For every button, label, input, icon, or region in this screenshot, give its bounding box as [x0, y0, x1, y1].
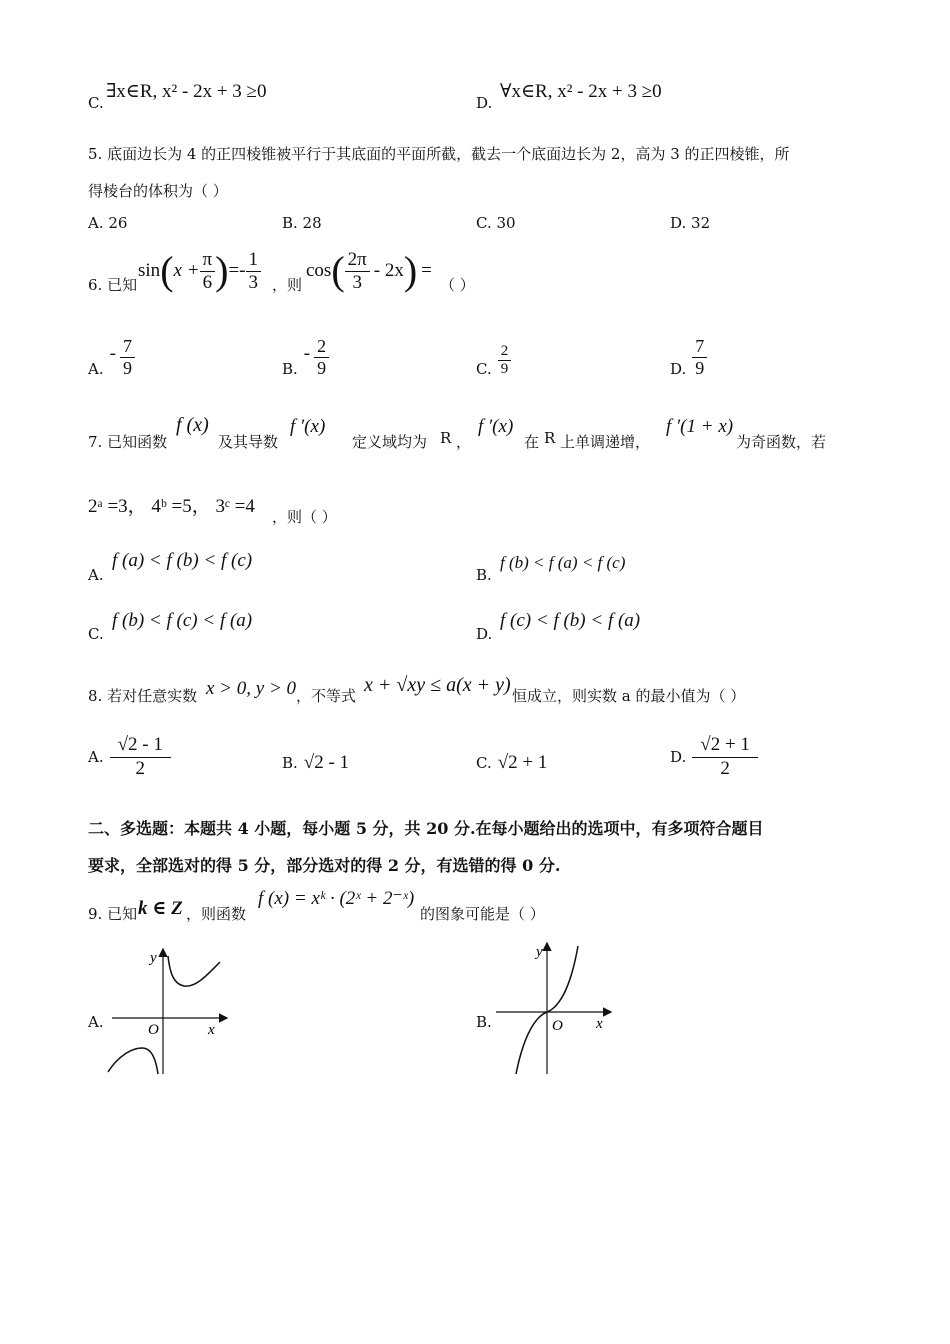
q8-option-a-den: 2: [135, 758, 145, 779]
q6-minus-2x: - 2x: [373, 260, 404, 281]
q6-sin: sin: [138, 260, 161, 281]
q7-conditions: 2ᵃ =3， 4ᵇ =5， 3ᶜ =4: [88, 496, 255, 517]
q6-two-pi: 2π: [345, 250, 370, 272]
q6-option-a-frac: [120, 337, 135, 378]
q6-eq: =-: [228, 260, 246, 281]
q8-prefix: 8. 若对任意实数: [88, 687, 198, 705]
q7-option-b-expr: f (b) < f (a) < f (c): [500, 553, 626, 572]
q9-b-y-label: y: [536, 944, 543, 960]
q6-three2: 3: [352, 271, 362, 293]
q7-fpx: f ′(x): [290, 416, 326, 437]
q9-a-origin-label: O: [148, 1022, 159, 1038]
q8-option-a-label: A.: [88, 748, 104, 766]
q8-option-c-label: C.: [476, 754, 492, 772]
q6-option-c-den: 9: [500, 361, 509, 378]
q6-target-expression: [306, 246, 432, 296]
q6-option-c: [476, 330, 511, 378]
q5-stem-line2: 得棱台的体积为（ ）: [88, 182, 228, 200]
q6-then: ，则: [272, 276, 303, 294]
q7-option-b-label: B.: [476, 566, 492, 584]
q6-pi-over-6: [200, 250, 216, 293]
q9-a-x-label: x: [208, 1022, 215, 1038]
q6-option-a-label: A.: [88, 360, 104, 378]
q8-option-a-num: √2 - 1: [110, 735, 171, 758]
q8-suffix: 恒成立，则实数 a 的最小值为（ ）: [512, 687, 746, 705]
q6-option-a-den: 9: [122, 358, 132, 379]
q9-a-y-label: y: [150, 950, 157, 966]
q7-prefix: 7. 已知函数: [88, 433, 168, 451]
q5-option-b: B. 28: [282, 214, 322, 232]
q9-option-a-label: A.: [88, 1013, 104, 1031]
q4-option-c-expr: ∃x∈R, x² - 2x + 3 ≥0: [106, 81, 267, 102]
q9-a-curve-left: [108, 1048, 158, 1074]
q5-option-c: C. 30: [476, 214, 516, 232]
q5-option-a: A. 26: [88, 214, 128, 232]
q6-option-c-num: 2: [498, 344, 512, 362]
q9-mid: ，则函数: [186, 905, 247, 923]
q9-option-b-label: B.: [476, 1013, 492, 1031]
q6-option-b-label: B.: [282, 360, 298, 378]
q6-option-b-sign: -: [303, 343, 311, 364]
q8-option-c-expr: √2 + 1: [497, 752, 548, 773]
q7-option-d-expr: f (c) < f (b) < f (a): [500, 610, 641, 631]
q7-mid1: 及其导数: [218, 433, 279, 451]
q6-blank: （ ）: [440, 276, 475, 294]
q5-stem-line1: 5. 底面边长为 4 的正四棱锥被平行于其底面的平面所截，截去一个底面边长为 2，高为 3 的正四棱锥，所: [88, 145, 790, 163]
q9-k-in-z: k ∈ Z: [138, 898, 183, 919]
q6-lparen2: (: [331, 248, 345, 293]
q7-option-a-expr: f (a) < f (b) < f (c): [112, 550, 253, 571]
q6-rparen2: ): [403, 248, 418, 293]
q7-mid4: 上单调递增，: [560, 433, 651, 451]
q6-2pi-over-3: [345, 250, 370, 293]
q6-option-b: [282, 330, 329, 378]
q6-option-b-num: 2: [314, 337, 329, 358]
q7-fx: f (x): [176, 414, 209, 436]
q9-option-a-graph: [104, 944, 234, 1079]
q7-option-c-expr: f (b) < f (c) < f (a): [112, 610, 253, 631]
q7-mid2: 定义域均为: [352, 433, 428, 451]
q8-option-d-frac: [692, 735, 758, 779]
q6-lparen: (: [160, 248, 174, 293]
q7-option-d-label: D.: [476, 625, 493, 643]
q4-option-d-label: D.: [476, 94, 493, 112]
q6-one-third: [246, 250, 262, 293]
q6-given-expression: [138, 246, 261, 296]
q8-option-d-den: 2: [720, 758, 730, 779]
q8-option-a: [88, 732, 171, 782]
q6-eq2: =: [421, 260, 432, 281]
q6-option-d: [670, 330, 707, 378]
q6-option-d-den: 9: [695, 358, 705, 379]
q8-option-b-expr: √2 - 1: [303, 752, 350, 773]
q6-pi: π: [200, 250, 216, 272]
q9-suffix: 的图象可能是（ ）: [420, 905, 545, 923]
q6-option-a-sign: -: [109, 343, 116, 364]
section2-heading-line2: 要求，全部选对的得 5 分，部分选对的得 2 分，有选错的得 0 分.: [88, 856, 561, 875]
q6-option-c-frac: [498, 344, 512, 379]
q8-condition: x > 0, y > 0: [206, 678, 297, 699]
q6-option-d-num: 7: [692, 337, 707, 358]
q7-fp1x: f ′(1 + x): [666, 416, 734, 437]
q6-option-a-num: 7: [120, 337, 135, 358]
q8-option-b: [282, 752, 349, 774]
q8-option-c: [476, 752, 547, 774]
q8-option-d-label: D.: [670, 748, 687, 766]
q6-option-b-frac: [314, 337, 329, 378]
q8-option-d: [670, 732, 758, 782]
q9-option-b-graph: [492, 938, 617, 1078]
q6-cos: cos: [306, 260, 332, 281]
q6-option-c-label: C.: [476, 360, 492, 378]
q6-three: 3: [248, 271, 258, 293]
q6-option-b-den: 9: [317, 358, 327, 379]
q7-R: R: [440, 429, 452, 447]
q7-mid5: 为奇函数，若: [736, 433, 827, 451]
q6-rparen: ): [215, 248, 229, 293]
q7-R2: R: [544, 429, 556, 447]
q7-then: ，则（ ）: [272, 508, 337, 526]
q6-option-a: [88, 330, 135, 378]
q8-option-d-num: √2 + 1: [692, 735, 758, 758]
q7-mid3: 在: [524, 433, 540, 451]
q9-prefix: 9. 已知: [88, 905, 138, 923]
q8-mid: ，不等式: [296, 687, 357, 705]
q9-b-origin-label: O: [552, 1018, 563, 1034]
q6-six: 6: [202, 271, 213, 293]
q7-option-a-label: A.: [88, 566, 104, 584]
q8-inequality: x + √xy ≤ a(x + y): [364, 674, 511, 696]
q6-option-d-label: D.: [670, 360, 687, 378]
q6-prefix: 6. 已知: [88, 276, 138, 294]
q9-function: f (x) = xᵏ · (2ˣ + 2⁻ˣ): [258, 888, 415, 909]
q8-option-b-label: B.: [282, 754, 298, 772]
q7-option-c-label: C.: [88, 625, 104, 643]
q7-comma: ，: [456, 433, 472, 451]
q9-b-x-label: x: [596, 1016, 603, 1032]
q6-x-plus: x +: [173, 260, 200, 281]
q6-one: 1: [246, 250, 262, 272]
q4-option-d-expr: ∀x∈R, x² - 2x + 3 ≥0: [500, 81, 662, 102]
q7-fpx2: f ′(x): [478, 416, 514, 437]
q8-option-a-frac: [110, 735, 171, 779]
q5-option-d: D. 32: [670, 214, 711, 232]
q9-a-curve-right: [168, 956, 220, 986]
q6-option-d-frac: [692, 337, 707, 378]
section2-heading-line1: 二、多选题：本题共 4 小题，每小题 5 分，共 20 分.在每小题给出的选项中，有多项符合题目: [88, 819, 764, 838]
q4-option-c-label: C.: [88, 94, 104, 112]
